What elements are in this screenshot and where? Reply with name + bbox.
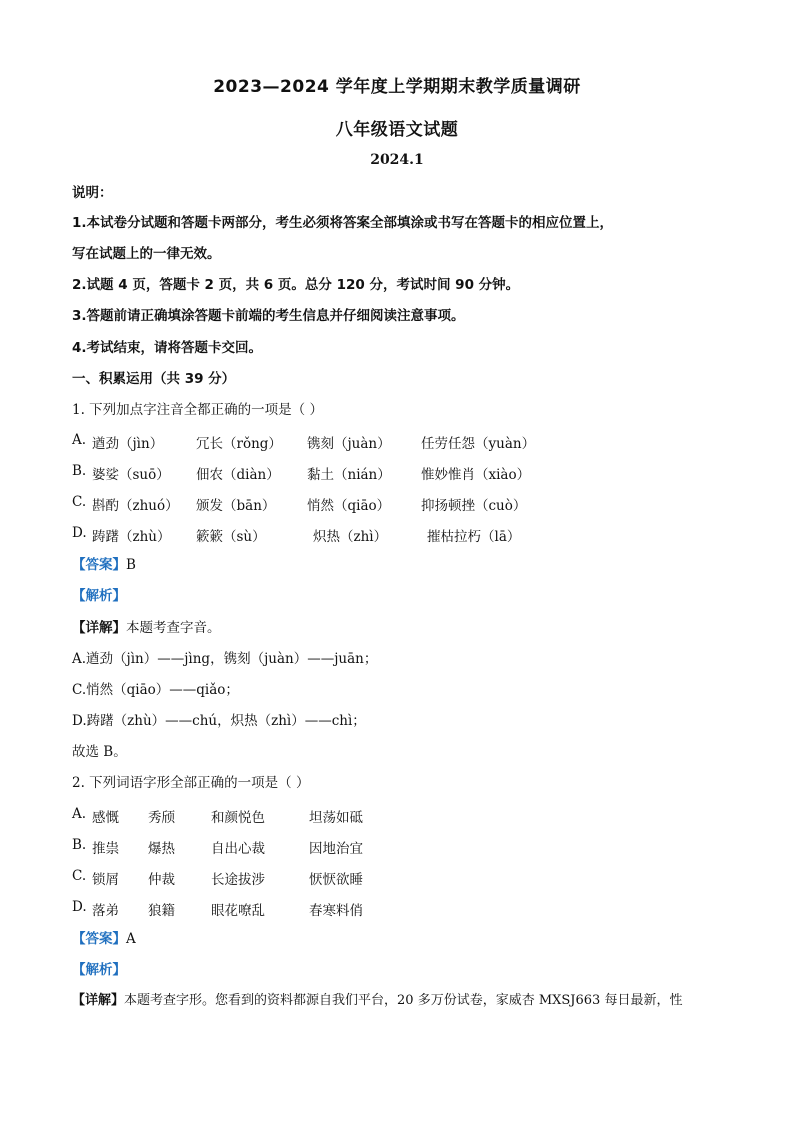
option-item: 自出心裁 [211,841,265,857]
option-item: 坦荡如砥 [309,810,363,826]
option-item: 斟酌（zhuó） [92,498,179,514]
detail-tag: 【详解】 [72,993,125,1008]
option-item: 春寒料俏 [309,903,363,919]
instruction-2: 2.试题 4 页，答题卡 2 页，共 6 页。总分 120 分，考试时间 90 分钟。 [72,277,520,293]
option-item: 任劳任怨（yuàn） [421,436,536,452]
option-item: 冗长（rǒng） [196,436,282,452]
option-item: 落弟 [92,903,119,919]
option-item: 感慨 [92,810,119,826]
instruction-3: 3.答题前请正确填涂答题卡前端的考生信息并仔细阅读注意事项。 [72,308,465,324]
exam-title: 2023—2024 学年度上学期期末教学质量调研 [213,77,581,97]
option-label: D. [72,525,87,541]
option-item: 和颜悦色 [211,810,265,826]
question-1-analysis [72,587,732,605]
question-1-explain-line: C.悄然（qiāo）——qiǎo； [72,682,239,698]
detail-text: 本题考查字音。 [126,620,221,636]
option-item: 仲裁 [148,872,175,888]
instruction-1-line2: 写在试题上的一律无效。 [72,246,221,262]
instruction-4: 4.考试结束，请将答题卡交回。 [72,340,263,356]
question-1-explain-line: D.踌躇（zhù）——chú，炽热（zhì）——chì； [72,713,366,729]
option-item: 推祟 [92,841,119,857]
exam-subtitle: 八年级语文试题 [335,120,459,140]
option-item: 炽热（zhì） [313,529,388,545]
option-item: 眼花嘹乱 [211,903,265,919]
option-item: 狼籍 [148,903,175,919]
option-item: 爆热 [148,841,175,857]
option-item: 婆娑（suō） [92,467,170,483]
option-label: D. [72,899,87,915]
detail-tag: 【详解】 [72,620,126,636]
analysis-tag: 【解析】 [72,588,126,604]
question-1-detail [72,619,732,637]
question-1-answer [72,556,732,574]
option-label: B. [72,837,87,853]
option-item: 摧枯拉朽（lā） [427,529,521,545]
option-item: 因地治宜 [309,841,363,857]
option-label: A. [72,806,87,822]
question-2-answer [72,930,732,948]
option-label: C. [72,868,87,884]
exam-date: 2024.1 [370,152,424,168]
question-1-explain-line: 故选 B。 [72,744,127,760]
option-item: 黏土（nián） [307,467,391,483]
option-item: 踌躇（zhù） [92,529,171,545]
option-item: 佃农（diàn） [196,467,280,483]
question-2-stem: 2. 下列词语字形全部正确的一项是（ ） [72,775,310,791]
answer-value: B [126,557,136,573]
option-label: A. [72,432,87,448]
option-item: 惟妙惟肖（xiào） [421,467,531,483]
option-label: B. [72,463,87,479]
answer-tag: 【答案】 [72,931,126,947]
option-label: C. [72,494,87,510]
option-item: 悄然（qiāo） [307,498,391,514]
option-item: 簌簌（sù） [196,529,266,545]
analysis-tag: 【解析】 [72,962,126,978]
section-1-heading: 一、积累运用（共 39 分） [72,371,236,387]
question-2-detail [72,992,732,1010]
detail-text: 本题考查字形。您看到的资料都源自我们平台，20 多万份试卷，家威杏 MXSJ663 每日最新，性 [124,993,683,1008]
option-item: 遒劲（jìn） [92,436,164,452]
option-item: 锁屑 [92,872,119,888]
option-item: 抑扬顿挫（cuò） [421,498,527,514]
question-1-explain-line: A.遒劲（jìn）——jìng，镌刻（juàn）——juān； [72,651,378,667]
option-item: 颁发（bān） [196,498,276,514]
answer-value: A [126,931,136,947]
instruction-1-line1: 1.本试卷分试题和答题卡两部分，考生必须将答案全部填涂或书写在答题卡的相应位置上， [72,215,614,231]
question-2-analysis [72,961,732,979]
instructions-label: 说明： [72,185,113,201]
question-1-stem: 1. 下列加点字注音全都正确的一项是（ ） [72,402,323,418]
option-item: 秀颀 [148,810,175,826]
answer-tag: 【答案】 [72,557,126,573]
option-item: 长途拔涉 [211,872,265,888]
option-item: 镌刻（juàn） [307,436,391,452]
option-item: 恹恹欲睡 [309,872,363,888]
